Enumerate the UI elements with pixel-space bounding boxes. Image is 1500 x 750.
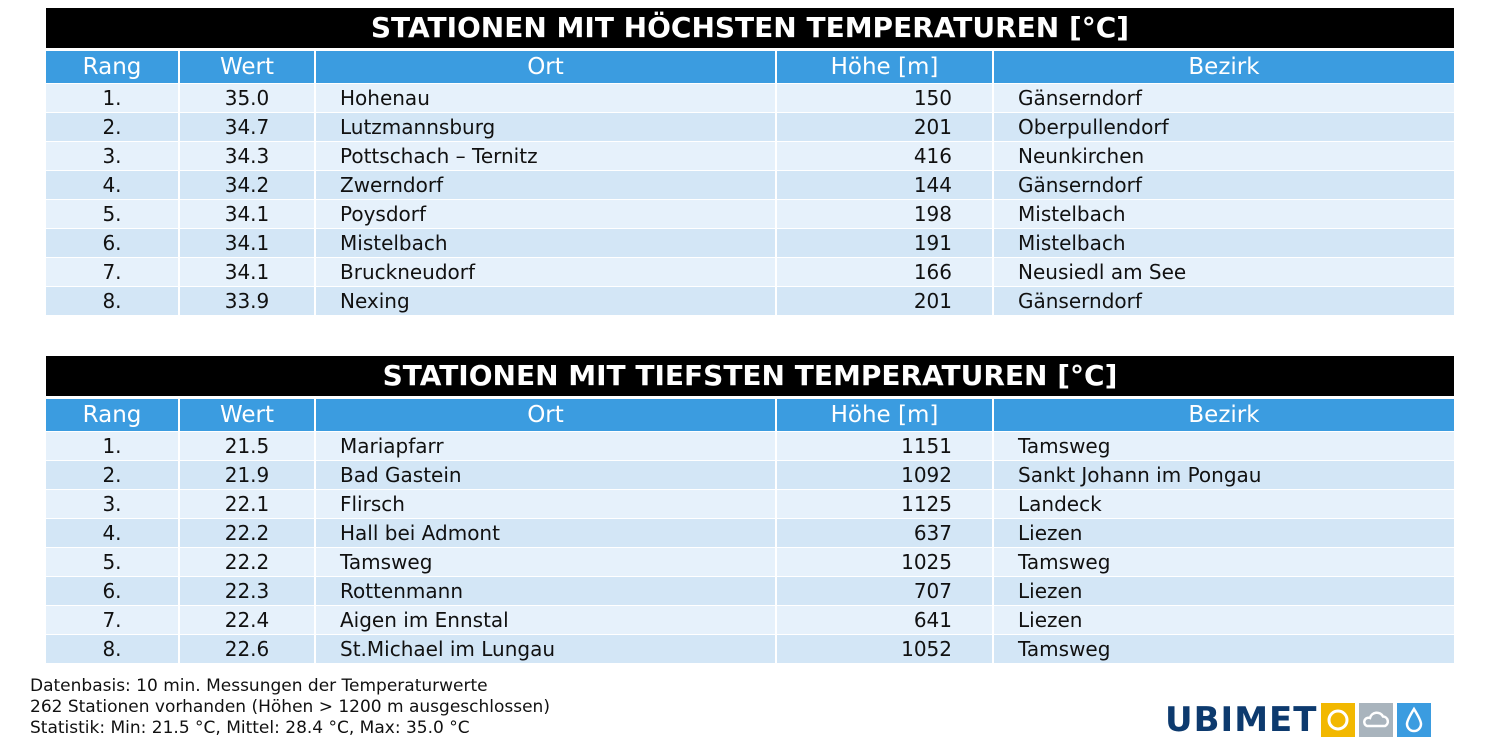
column-header-ort: Ort [315,399,776,432]
altitude-cell: 1052 [776,635,993,664]
cloud-icon [1359,703,1393,737]
rank-cell: 8. [46,287,179,316]
table-row [46,200,1454,229]
value-cell: 21.9 [179,461,315,490]
place-cell: Mistelbach [315,229,776,258]
rank-cell: 1. [46,84,179,113]
district-cell: Tamsweg [993,548,1454,577]
logo-wordmark [1165,700,1318,740]
district-cell: Gänserndorf [993,171,1454,200]
lowest-temperatures-table [46,399,1454,663]
column-header-rang: Rang [46,399,179,432]
place-cell: Mariapfarr [315,432,776,461]
place-cell: Tamsweg [315,548,776,577]
table-row [46,229,1454,258]
rank-cell: 3. [46,490,179,519]
footnote-station-count: 262 Stationen vorhanden (Höhen > 1200 m ausgeschlossen) [30,697,550,717]
value-cell: 34.1 [179,200,315,229]
place-cell: Rottenmann [315,577,776,606]
district-cell: Gänserndorf [993,84,1454,113]
column-header-bezirk: Bezirk [993,399,1454,432]
value-cell: 22.3 [179,577,315,606]
altitude-cell: 637 [776,519,993,548]
value-cell: 34.3 [179,142,315,171]
value-cell: 33.9 [179,287,315,316]
rank-cell: 7. [46,606,179,635]
place-cell: Nexing [315,287,776,316]
place-cell: Bad Gastein [315,461,776,490]
district-cell: Tamsweg [993,432,1454,461]
altitude-cell: 150 [776,84,993,113]
droplet-icon [1397,703,1431,737]
district-cell: Gänserndorf [993,287,1454,316]
district-cell: Liezen [993,577,1454,606]
table-row [46,519,1454,548]
lowest-temperatures-panel [46,356,1454,663]
table-header-row [46,399,1454,432]
logo-text-met: MET [1234,700,1318,740]
district-cell: Neusiedl am See [993,258,1454,287]
value-cell: 34.1 [179,229,315,258]
place-cell: Lutzmannsburg [315,113,776,142]
value-cell: 34.1 [179,258,315,287]
table-row [46,490,1454,519]
district-cell: Landeck [993,490,1454,519]
table-row [46,258,1454,287]
column-header-rang: Rang [46,51,179,84]
table-row [46,548,1454,577]
altitude-cell: 416 [776,142,993,171]
rank-cell: 7. [46,258,179,287]
place-cell: Hohenau [315,84,776,113]
table-row [46,635,1454,664]
rank-cell: 6. [46,577,179,606]
highest-temperatures-table [46,51,1454,315]
column-header-hoehe: Höhe [m] [776,399,993,432]
rank-cell: 6. [46,229,179,258]
table-row [46,606,1454,635]
district-cell: Tamsweg [993,635,1454,664]
column-header-bezirk: Bezirk [993,51,1454,84]
highest-temperatures-title: STATIONEN MIT HÖCHSTEN TEMPERATUREN [°C] [46,8,1454,48]
table-row [46,113,1454,142]
column-header-wert: Wert [179,399,315,432]
altitude-cell: 1025 [776,548,993,577]
logo-text-ubi: UBI [1165,700,1235,740]
place-cell: Hall bei Admont [315,519,776,548]
value-cell: 21.5 [179,432,315,461]
altitude-cell: 1092 [776,461,993,490]
altitude-cell: 641 [776,606,993,635]
data-footnote [30,676,550,739]
rank-cell: 5. [46,200,179,229]
district-cell: Oberpullendorf [993,113,1454,142]
rank-cell: 4. [46,171,179,200]
rank-cell: 2. [46,113,179,142]
place-cell: Poysdorf [315,200,776,229]
rank-cell: 1. [46,432,179,461]
altitude-cell: 1151 [776,432,993,461]
rank-cell: 5. [46,548,179,577]
altitude-cell: 191 [776,229,993,258]
value-cell: 22.4 [179,606,315,635]
district-cell: Neunkirchen [993,142,1454,171]
altitude-cell: 166 [776,258,993,287]
footnote-data-basis: Datenbasis: 10 min. Messungen der Temperaturwerte [30,676,488,696]
value-cell: 22.6 [179,635,315,664]
altitude-cell: 144 [776,171,993,200]
place-cell: Bruckneudorf [315,258,776,287]
place-cell: St.Michael im Lungau [315,635,776,664]
place-cell: Flirsch [315,490,776,519]
value-cell: 34.7 [179,113,315,142]
value-cell: 22.1 [179,490,315,519]
column-header-hoehe: Höhe [m] [776,51,993,84]
district-cell: Mistelbach [993,229,1454,258]
table-header-row [46,51,1454,84]
ubimet-logo [1165,700,1431,740]
altitude-cell: 707 [776,577,993,606]
table-row [46,142,1454,171]
sun-icon [1321,703,1355,737]
highest-temperatures-panel [46,8,1454,315]
value-cell: 34.2 [179,171,315,200]
table-row [46,84,1454,113]
table-row [46,432,1454,461]
value-cell: 22.2 [179,519,315,548]
rank-cell: 4. [46,519,179,548]
rank-cell: 3. [46,142,179,171]
district-cell: Liezen [993,606,1454,635]
column-header-ort: Ort [315,51,776,84]
rank-cell: 2. [46,461,179,490]
value-cell: 35.0 [179,84,315,113]
place-cell: Aigen im Ennstal [315,606,776,635]
district-cell: Liezen [993,519,1454,548]
district-cell: Sankt Johann im Pongau [993,461,1454,490]
altitude-cell: 201 [776,287,993,316]
rank-cell: 8. [46,635,179,664]
altitude-cell: 198 [776,200,993,229]
altitude-cell: 201 [776,113,993,142]
table-row [46,577,1454,606]
table-row [46,287,1454,316]
column-header-wert: Wert [179,51,315,84]
table-row [46,171,1454,200]
footnote-statistics: Statistik: Min: 21.5 °C, Mittel: 28.4 °C, Max: 35.0 °C [30,718,470,738]
district-cell: Mistelbach [993,200,1454,229]
place-cell: Zwerndorf [315,171,776,200]
altitude-cell: 1125 [776,490,993,519]
place-cell: Pottschach – Ternitz [315,142,776,171]
table-row [46,461,1454,490]
value-cell: 22.2 [179,548,315,577]
lowest-temperatures-title: STATIONEN MIT TIEFSTEN TEMPERATUREN [°C] [46,356,1454,396]
